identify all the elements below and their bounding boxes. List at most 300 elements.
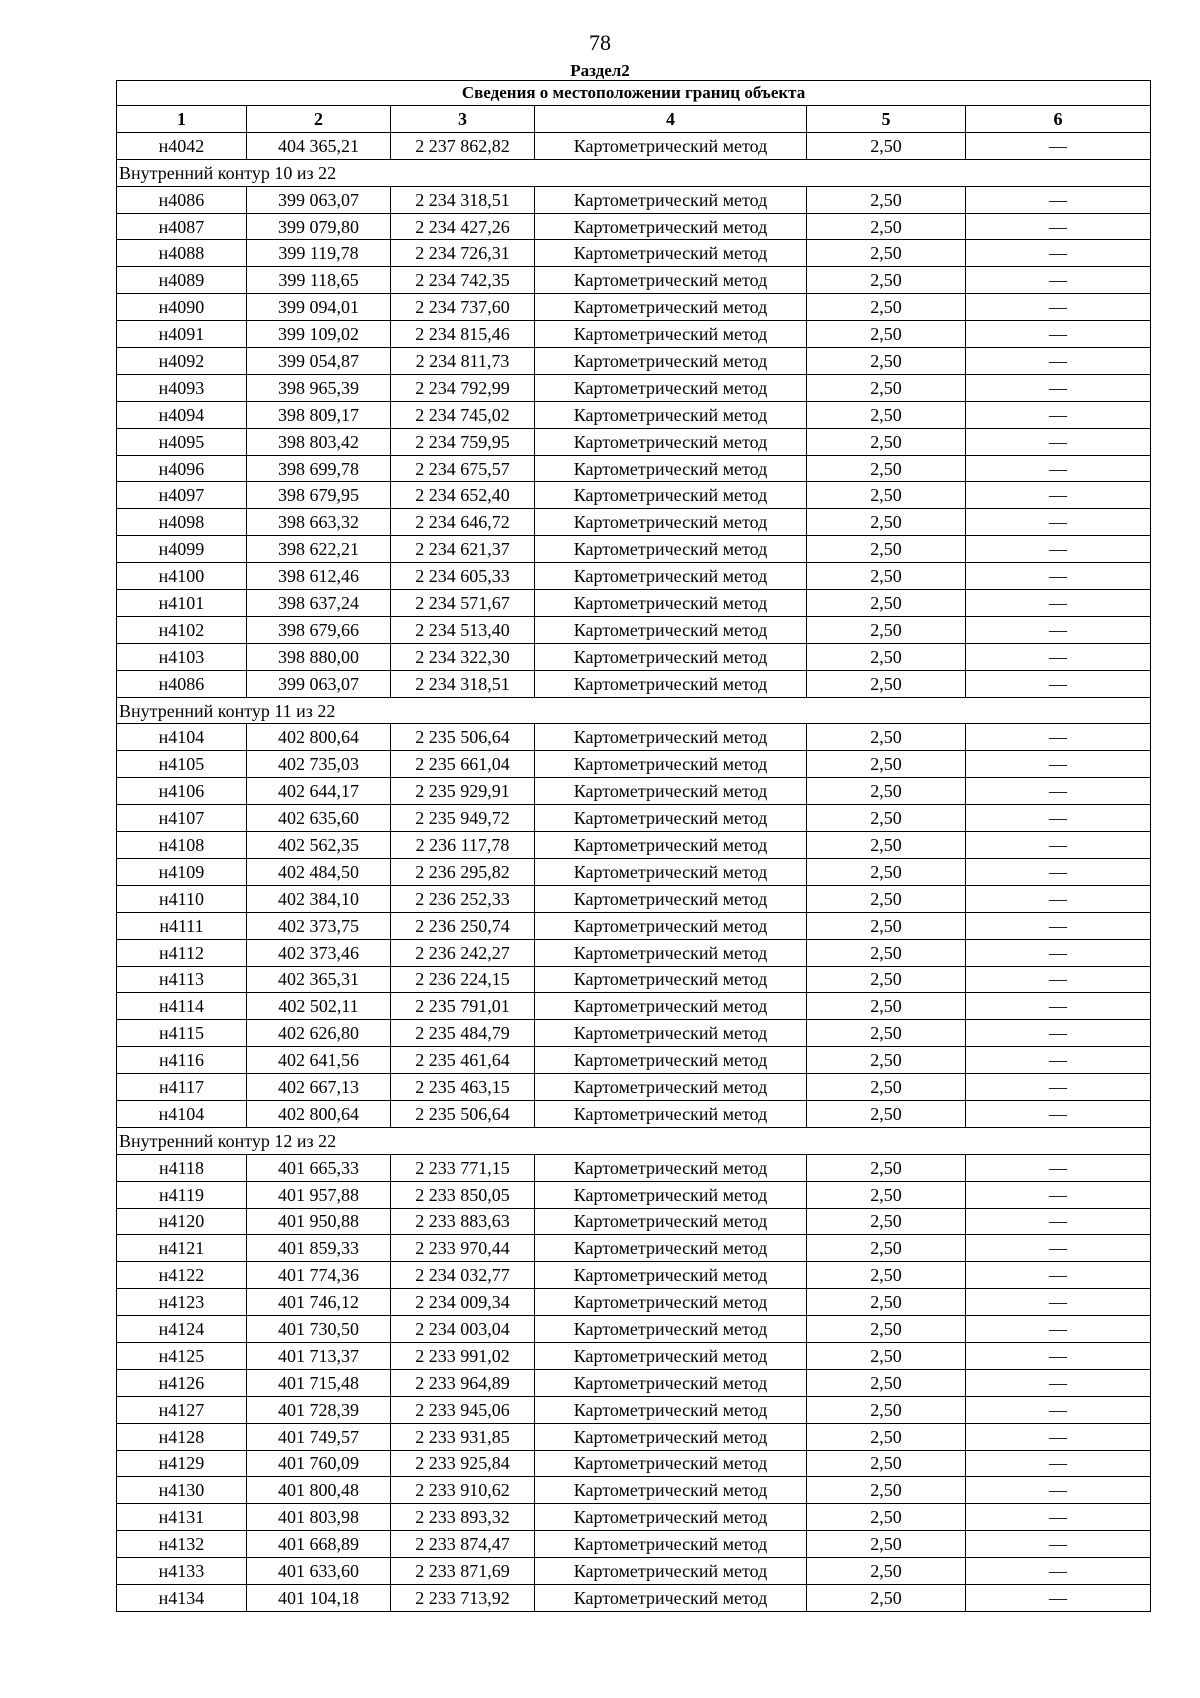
cell-coord-x: 401 715,48 — [247, 1369, 391, 1396]
table-row — [117, 1208, 1151, 1235]
cell-method: Картометрический метод — [535, 1208, 807, 1235]
cell-coord-x: 401 800,48 — [247, 1477, 391, 1504]
table-row — [117, 1423, 1151, 1450]
cell-accuracy: 2,50 — [807, 374, 966, 401]
cell-point-number: н4132 — [117, 1531, 247, 1558]
table-row — [117, 132, 1151, 159]
cell-method: Картометрический метод — [535, 778, 807, 805]
cell-description: — — [966, 294, 1151, 321]
cell-accuracy: 2,50 — [807, 616, 966, 643]
table-row — [117, 616, 1151, 643]
cell-accuracy: 2,50 — [807, 966, 966, 993]
cell-description: — — [966, 885, 1151, 912]
cell-point-number: н4127 — [117, 1396, 247, 1423]
cell-method: Картометрический метод — [535, 1074, 807, 1101]
cell-method: Картометрический метод — [535, 213, 807, 240]
table-row — [117, 1504, 1151, 1531]
table-row — [117, 1047, 1151, 1074]
cell-coord-x: 401 633,60 — [247, 1558, 391, 1585]
cell-method: Картометрический метод — [535, 1100, 807, 1127]
cell-description: — — [966, 966, 1151, 993]
cell-method: Картометрический метод — [535, 885, 807, 912]
cell-method: Картометрический метод — [535, 401, 807, 428]
cell-coord-x: 401 665,33 — [247, 1154, 391, 1181]
cell-point-number: н4099 — [117, 536, 247, 563]
page-number: 78 — [589, 30, 611, 55]
table-row — [117, 563, 1151, 590]
cell-coord-x: 402 800,64 — [247, 1100, 391, 1127]
cell-coord-x: 398 809,17 — [247, 401, 391, 428]
cell-accuracy: 2,50 — [807, 321, 966, 348]
cell-description: — — [966, 1074, 1151, 1101]
cell-coord-x: 402 644,17 — [247, 778, 391, 805]
cell-accuracy: 2,50 — [807, 428, 966, 455]
cell-description: — — [966, 374, 1151, 401]
cell-point-number: н4123 — [117, 1289, 247, 1316]
contour-label: Внутренний контур 10 из 22 — [117, 159, 1151, 186]
cell-accuracy: 2,50 — [807, 1235, 966, 1262]
table-row — [117, 724, 1151, 751]
table-row — [117, 1154, 1151, 1181]
cell-coord-x: 398 965,39 — [247, 374, 391, 401]
table-row — [117, 213, 1151, 240]
table-row — [117, 1262, 1151, 1289]
cell-coord-x: 399 063,07 — [247, 186, 391, 213]
cell-method: Картометрический метод — [535, 993, 807, 1020]
cell-description: — — [966, 1558, 1151, 1585]
cell-accuracy: 2,50 — [807, 1181, 966, 1208]
table-row — [117, 1477, 1151, 1504]
cell-method: Картометрический метод — [535, 939, 807, 966]
table-row — [117, 643, 1151, 670]
cell-point-number: н4107 — [117, 805, 247, 832]
cell-description: — — [966, 1423, 1151, 1450]
cell-accuracy: 2,50 — [807, 1047, 966, 1074]
cell-method: Картометрический метод — [535, 294, 807, 321]
cell-point-number: н4116 — [117, 1047, 247, 1074]
table-row — [117, 428, 1151, 455]
cell-description: — — [966, 213, 1151, 240]
cell-coord-y: 2 235 463,15 — [391, 1074, 535, 1101]
column-number-6: 6 — [966, 106, 1151, 133]
column-number-1: 1 — [117, 106, 247, 133]
cell-description: — — [966, 1181, 1151, 1208]
column-number-4: 4 — [535, 106, 807, 133]
table-row — [117, 912, 1151, 939]
cell-method: Картометрический метод — [535, 616, 807, 643]
cell-coord-x: 401 859,33 — [247, 1235, 391, 1262]
cell-accuracy: 2,50 — [807, 294, 966, 321]
cell-accuracy: 2,50 — [807, 1423, 966, 1450]
cell-method: Картометрический метод — [535, 966, 807, 993]
cell-coord-y: 2 233 931,85 — [391, 1423, 535, 1450]
cell-point-number: н4119 — [117, 1181, 247, 1208]
cell-coord-y: 2 233 991,02 — [391, 1342, 535, 1369]
cell-method: Картометрический метод — [535, 1047, 807, 1074]
cell-coord-x: 402 365,31 — [247, 966, 391, 993]
cell-method: Картометрический метод — [535, 1262, 807, 1289]
cell-description: — — [966, 186, 1151, 213]
cell-coord-y: 2 234 322,30 — [391, 643, 535, 670]
table-row — [117, 993, 1151, 1020]
cell-coord-x: 402 635,60 — [247, 805, 391, 832]
cell-accuracy: 2,50 — [807, 1584, 966, 1611]
cell-method: Картометрический метод — [535, 724, 807, 751]
cell-coord-x: 402 800,64 — [247, 724, 391, 751]
column-number-row — [117, 106, 1151, 133]
cell-method: Картометрический метод — [535, 1477, 807, 1504]
cell-method: Картометрический метод — [535, 751, 807, 778]
cell-coord-y: 2 236 295,82 — [391, 858, 535, 885]
cell-point-number: н4104 — [117, 1100, 247, 1127]
cell-accuracy: 2,50 — [807, 643, 966, 670]
cell-accuracy: 2,50 — [807, 1450, 966, 1477]
cell-accuracy: 2,50 — [807, 751, 966, 778]
cell-description: — — [966, 563, 1151, 590]
cell-point-number: н4087 — [117, 213, 247, 240]
cell-accuracy: 2,50 — [807, 778, 966, 805]
cell-coord-y: 2 234 003,04 — [391, 1316, 535, 1343]
cell-point-number: н4114 — [117, 993, 247, 1020]
cell-accuracy: 2,50 — [807, 482, 966, 509]
cell-method: Картометрический метод — [535, 1584, 807, 1611]
table-row — [117, 186, 1151, 213]
cell-coord-x: 399 118,65 — [247, 267, 391, 294]
cell-coord-x: 402 562,35 — [247, 832, 391, 859]
cell-coord-x: 401 760,09 — [247, 1450, 391, 1477]
cell-point-number: н4113 — [117, 966, 247, 993]
cell-method: Картометрический метод — [535, 1154, 807, 1181]
cell-accuracy: 2,50 — [807, 536, 966, 563]
cell-method: Картометрический метод — [535, 805, 807, 832]
cell-point-number: н4133 — [117, 1558, 247, 1585]
cell-coord-y: 2 235 949,72 — [391, 805, 535, 832]
table-row — [117, 294, 1151, 321]
cell-accuracy: 2,50 — [807, 186, 966, 213]
table-title: Сведения о местоположении границ объекта — [117, 81, 1151, 106]
cell-coord-y: 2 234 318,51 — [391, 670, 535, 697]
cell-point-number: н4126 — [117, 1369, 247, 1396]
cell-coord-y: 2 235 461,64 — [391, 1047, 535, 1074]
table-row — [117, 374, 1151, 401]
table-row — [117, 858, 1151, 885]
cell-coord-x: 398 803,42 — [247, 428, 391, 455]
cell-description: — — [966, 455, 1151, 482]
table-row — [117, 670, 1151, 697]
cell-description: — — [966, 1154, 1151, 1181]
cell-point-number: н4090 — [117, 294, 247, 321]
cell-point-number: н4124 — [117, 1316, 247, 1343]
cell-method: Картометрический метод — [535, 1020, 807, 1047]
cell-coord-y: 2 234 675,57 — [391, 455, 535, 482]
cell-coord-y: 2 235 929,91 — [391, 778, 535, 805]
cell-coord-x: 402 641,56 — [247, 1047, 391, 1074]
cell-description: — — [966, 993, 1151, 1020]
cell-point-number: н4086 — [117, 670, 247, 697]
cell-description: — — [966, 509, 1151, 536]
cell-description: — — [966, 1477, 1151, 1504]
cell-coord-y: 2 233 771,15 — [391, 1154, 535, 1181]
table-row — [117, 1181, 1151, 1208]
cell-coord-x: 399 119,78 — [247, 240, 391, 267]
cell-coord-y: 2 234 513,40 — [391, 616, 535, 643]
cell-point-number: н4110 — [117, 885, 247, 912]
cell-coord-y: 2 234 571,67 — [391, 590, 535, 617]
cell-description: — — [966, 1396, 1151, 1423]
cell-accuracy: 2,50 — [807, 1020, 966, 1047]
cell-point-number: н4120 — [117, 1208, 247, 1235]
table-row — [117, 455, 1151, 482]
cell-accuracy: 2,50 — [807, 1342, 966, 1369]
cell-method: Картометрический метод — [535, 832, 807, 859]
cell-coord-y: 2 234 646,72 — [391, 509, 535, 536]
table-row — [117, 482, 1151, 509]
cell-description: — — [966, 643, 1151, 670]
column-number-5: 5 — [807, 106, 966, 133]
cell-description: — — [966, 832, 1151, 859]
table-row — [117, 536, 1151, 563]
cell-coord-y: 2 236 224,15 — [391, 966, 535, 993]
cell-description: — — [966, 1235, 1151, 1262]
cell-coord-x: 401 730,50 — [247, 1316, 391, 1343]
cell-accuracy: 2,50 — [807, 590, 966, 617]
cell-description: — — [966, 1100, 1151, 1127]
cell-point-number: н4131 — [117, 1504, 247, 1531]
cell-coord-x: 401 104,18 — [247, 1584, 391, 1611]
cell-coord-y: 2 235 791,01 — [391, 993, 535, 1020]
cell-coord-x: 402 484,50 — [247, 858, 391, 885]
cell-coord-y: 2 233 925,84 — [391, 1450, 535, 1477]
cell-coord-x: 399 063,07 — [247, 670, 391, 697]
cell-coord-x: 401 713,37 — [247, 1342, 391, 1369]
cell-point-number: н4042 — [117, 132, 247, 159]
contour-label: Внутренний контур 12 из 22 — [117, 1127, 1151, 1154]
table-row — [117, 348, 1151, 375]
cell-coord-x: 399 079,80 — [247, 213, 391, 240]
cell-method: Картометрический метод — [535, 1235, 807, 1262]
cell-coord-x: 399 109,02 — [247, 321, 391, 348]
cell-method: Картометрический метод — [535, 509, 807, 536]
cell-description: — — [966, 1504, 1151, 1531]
cell-coord-x: 401 749,57 — [247, 1423, 391, 1450]
cell-accuracy: 2,50 — [807, 1396, 966, 1423]
cell-method: Картометрический метод — [535, 912, 807, 939]
table-row — [117, 966, 1151, 993]
cell-description: — — [966, 1369, 1151, 1396]
cell-accuracy: 2,50 — [807, 1477, 966, 1504]
cell-description: — — [966, 401, 1151, 428]
cell-method: Картометрический метод — [535, 267, 807, 294]
table-row — [117, 1020, 1151, 1047]
cell-coord-y: 2 234 742,35 — [391, 267, 535, 294]
cell-coord-y: 2 234 621,37 — [391, 536, 535, 563]
cell-accuracy: 2,50 — [807, 1558, 966, 1585]
cell-coord-y: 2 235 661,04 — [391, 751, 535, 778]
cell-point-number: н4112 — [117, 939, 247, 966]
table-row — [117, 1450, 1151, 1477]
cell-description: — — [966, 240, 1151, 267]
cell-coord-y: 2 236 242,27 — [391, 939, 535, 966]
cell-description: — — [966, 1289, 1151, 1316]
cell-description: — — [966, 1584, 1151, 1611]
cell-method: Картометрический метод — [535, 374, 807, 401]
cell-coord-y: 2 233 910,62 — [391, 1477, 535, 1504]
cell-coord-y: 2 235 506,64 — [391, 724, 535, 751]
cell-point-number: н4115 — [117, 1020, 247, 1047]
cell-accuracy: 2,50 — [807, 858, 966, 885]
cell-coord-y: 2 233 850,05 — [391, 1181, 535, 1208]
cell-accuracy: 2,50 — [807, 267, 966, 294]
table-row — [117, 1100, 1151, 1127]
cell-method: Картометрический метод — [535, 1504, 807, 1531]
table-row — [117, 1316, 1151, 1343]
cell-point-number: н4121 — [117, 1235, 247, 1262]
cell-coord-y: 2 236 250,74 — [391, 912, 535, 939]
cell-method: Картометрический метод — [535, 1181, 807, 1208]
cell-accuracy: 2,50 — [807, 724, 966, 751]
cell-coord-y: 2 234 745,02 — [391, 401, 535, 428]
cell-coord-y: 2 233 871,69 — [391, 1558, 535, 1585]
cell-description: — — [966, 1342, 1151, 1369]
table-row — [117, 832, 1151, 859]
cell-method: Картометрический метод — [535, 670, 807, 697]
cell-coord-x: 398 663,32 — [247, 509, 391, 536]
cell-coord-y: 2 234 811,73 — [391, 348, 535, 375]
cell-method: Картометрический метод — [535, 1396, 807, 1423]
cell-coord-x: 401 746,12 — [247, 1289, 391, 1316]
cell-coord-x: 402 667,13 — [247, 1074, 391, 1101]
cell-description: — — [966, 912, 1151, 939]
cell-description: — — [966, 778, 1151, 805]
table-row — [117, 509, 1151, 536]
cell-point-number: н4094 — [117, 401, 247, 428]
coordinates-table — [116, 80, 1151, 1612]
cell-coord-x: 401 774,36 — [247, 1262, 391, 1289]
cell-method: Картометрический метод — [535, 1558, 807, 1585]
cell-accuracy: 2,50 — [807, 1369, 966, 1396]
cell-coord-x: 398 699,78 — [247, 455, 391, 482]
cell-coord-x: 401 668,89 — [247, 1531, 391, 1558]
cell-accuracy: 2,50 — [807, 132, 966, 159]
cell-method: Картометрический метод — [535, 132, 807, 159]
cell-accuracy: 2,50 — [807, 509, 966, 536]
cell-coord-x: 399 054,87 — [247, 348, 391, 375]
cell-accuracy: 2,50 — [807, 401, 966, 428]
table-row — [117, 1074, 1151, 1101]
table-row — [117, 1235, 1151, 1262]
cell-point-number: н4103 — [117, 643, 247, 670]
cell-method: Картометрический метод — [535, 186, 807, 213]
cell-coord-y: 2 234 737,60 — [391, 294, 535, 321]
cell-coord-x: 398 679,66 — [247, 616, 391, 643]
cell-coord-x: 402 384,10 — [247, 885, 391, 912]
cell-coord-x: 404 365,21 — [247, 132, 391, 159]
cell-method: Картометрический метод — [535, 1423, 807, 1450]
table-row — [117, 805, 1151, 832]
table-row — [117, 778, 1151, 805]
cell-coord-x: 398 679,95 — [247, 482, 391, 509]
cell-method: Картометрический метод — [535, 858, 807, 885]
cell-coord-y: 2 234 815,46 — [391, 321, 535, 348]
cell-coord-y: 2 234 759,95 — [391, 428, 535, 455]
table-row — [117, 590, 1151, 617]
cell-point-number: н4109 — [117, 858, 247, 885]
contour-header-row — [117, 159, 1151, 186]
cell-accuracy: 2,50 — [807, 1531, 966, 1558]
cell-description: — — [966, 321, 1151, 348]
cell-point-number: н4092 — [117, 348, 247, 375]
cell-coord-y: 2 234 792,99 — [391, 374, 535, 401]
cell-coord-x: 402 626,80 — [247, 1020, 391, 1047]
cell-accuracy: 2,50 — [807, 455, 966, 482]
cell-coord-y: 2 235 484,79 — [391, 1020, 535, 1047]
cell-accuracy: 2,50 — [807, 912, 966, 939]
cell-method: Картометрический метод — [535, 1289, 807, 1316]
cell-description: — — [966, 1262, 1151, 1289]
cell-coord-x: 402 735,03 — [247, 751, 391, 778]
cell-point-number: н4100 — [117, 563, 247, 590]
cell-point-number: н4128 — [117, 1423, 247, 1450]
cell-description: — — [966, 724, 1151, 751]
table-row — [117, 1289, 1151, 1316]
cell-accuracy: 2,50 — [807, 213, 966, 240]
cell-point-number: н4093 — [117, 374, 247, 401]
cell-coord-y: 2 236 252,33 — [391, 885, 535, 912]
cell-accuracy: 2,50 — [807, 240, 966, 267]
cell-description: — — [966, 1531, 1151, 1558]
table-row — [117, 885, 1151, 912]
cell-point-number: н4118 — [117, 1154, 247, 1181]
column-number-2: 2 — [247, 106, 391, 133]
cell-description: — — [966, 536, 1151, 563]
cell-description: — — [966, 1450, 1151, 1477]
cell-point-number: н4105 — [117, 751, 247, 778]
cell-coord-y: 2 236 117,78 — [391, 832, 535, 859]
cell-accuracy: 2,50 — [807, 1262, 966, 1289]
cell-description: — — [966, 858, 1151, 885]
table-row — [117, 1396, 1151, 1423]
cell-description: — — [966, 751, 1151, 778]
contour-label: Внутренний контур 11 из 22 — [117, 697, 1151, 724]
cell-description: — — [966, 482, 1151, 509]
table-row — [117, 751, 1151, 778]
section-label: Раздел2 — [570, 61, 630, 80]
table-row — [117, 401, 1151, 428]
column-number-3: 3 — [391, 106, 535, 133]
cell-method: Картометрический метод — [535, 428, 807, 455]
cell-point-number: н4129 — [117, 1450, 247, 1477]
cell-description: — — [966, 1020, 1151, 1047]
cell-accuracy: 2,50 — [807, 832, 966, 859]
cell-point-number: н4104 — [117, 724, 247, 751]
cell-coord-x: 401 803,98 — [247, 1504, 391, 1531]
cell-method: Картометрический метод — [535, 455, 807, 482]
cell-accuracy: 2,50 — [807, 885, 966, 912]
cell-point-number: н4089 — [117, 267, 247, 294]
cell-description: — — [966, 348, 1151, 375]
cell-accuracy: 2,50 — [807, 1208, 966, 1235]
cell-coord-x: 399 094,01 — [247, 294, 391, 321]
cell-method: Картометрический метод — [535, 563, 807, 590]
cell-point-number: н4111 — [117, 912, 247, 939]
cell-accuracy: 2,50 — [807, 1504, 966, 1531]
cell-accuracy: 2,50 — [807, 1289, 966, 1316]
cell-coord-x: 402 502,11 — [247, 993, 391, 1020]
cell-accuracy: 2,50 — [807, 348, 966, 375]
cell-method: Картометрический метод — [535, 1531, 807, 1558]
cell-point-number: н4108 — [117, 832, 247, 859]
cell-accuracy: 2,50 — [807, 563, 966, 590]
